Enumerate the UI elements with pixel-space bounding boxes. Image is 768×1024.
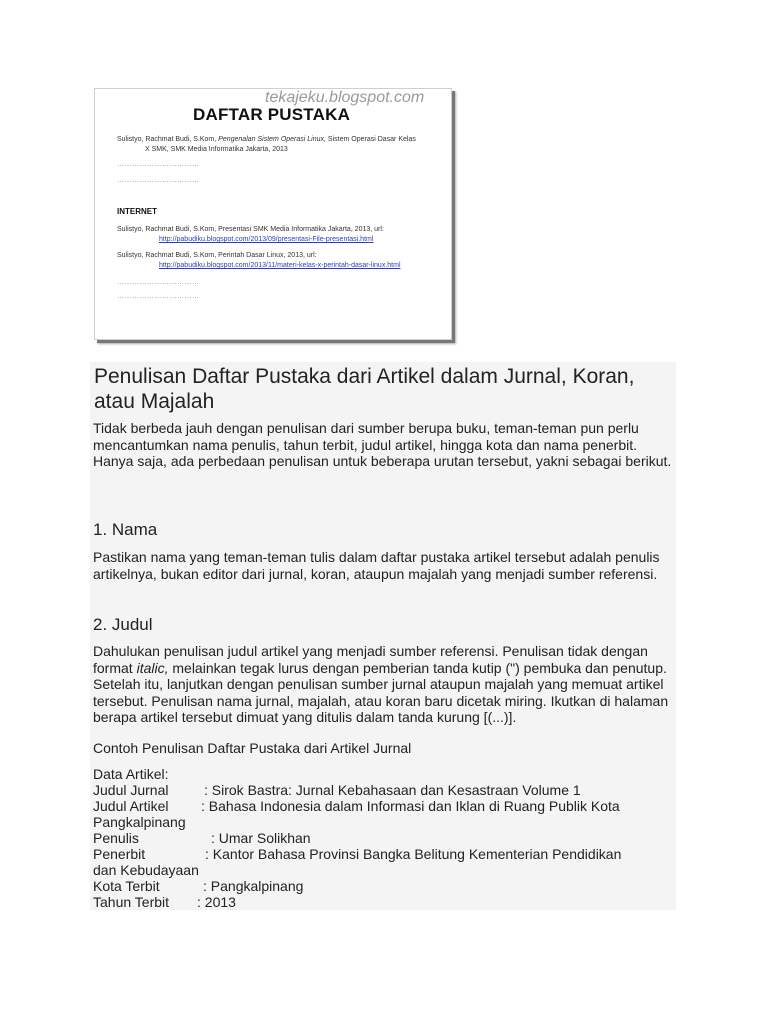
- dots-line: ……………………………: [117, 161, 200, 168]
- reference-3: Sulistyo, Rachmat Budi, S.Kom, Perintah Dasar Linux, 2013, url:: [117, 252, 317, 259]
- field-row: [93, 798, 620, 814]
- field-label: Judul Jurnal: [93, 782, 169, 798]
- watermark: tekajeku.blogspot.com: [265, 89, 425, 106]
- reference-1-line2: X SMK, SMK Media Informatika Jakarta, 2013: [145, 146, 288, 153]
- field-value: : Bahasa Indonesia dalam Informasi dan Iklan di Ruang Publik Kota: [201, 798, 620, 814]
- field-value: : Sirok Bastra: Jurnal Kebahasaan dan Kesastraan Volume 1: [204, 782, 581, 798]
- field-value: : 2013: [197, 894, 236, 910]
- field-label: Kota Terbit: [93, 878, 160, 894]
- field-label: Penerbit: [93, 846, 146, 862]
- field-row: [93, 846, 622, 862]
- field-row: [93, 830, 311, 846]
- field-continuation: dan Kebudayaan: [93, 862, 199, 878]
- article-heading: Penulisan Daftar Pustaka dari Artikel dalam Jurnal, Koran, atau Majalah: [94, 365, 635, 413]
- dots-line: ……………………………: [117, 177, 200, 184]
- reference-2: Sulistyo, Rachmat Budi, S.Kom, Presentasi SMK Media Informatika Jakarta, 2013, url:: [117, 226, 384, 233]
- dots-line: ……………………………: [117, 279, 200, 286]
- daftar-pustaka-screenshot: [94, 88, 452, 340]
- field-row: [93, 878, 304, 894]
- field-continuation: Pangkalpinang: [93, 814, 186, 830]
- field-label: Judul Artikel: [93, 798, 169, 814]
- italic-word: italic,: [136, 659, 169, 676]
- example-heading: Contoh Penulisan Daftar Pustaka dari Artikel Jurnal: [93, 740, 412, 756]
- section-2-heading: 2. Judul: [93, 615, 153, 634]
- intro-paragraph: Tidak berbeda jauh dengan penulisan dari sumber berupa buku, teman-teman pun perlu mencantumkan nama penulis, tahun terbit, judul artikel, hingga kota dan nama penerbit. Hanya saja, ada perbedaan penulisan untuk beberapa urutan tersebut, yakni sebagai berikut.: [93, 420, 672, 469]
- field-value: : Pangkalpinang: [203, 878, 304, 894]
- internet-heading: INTERNET: [117, 207, 157, 216]
- field-row: [93, 894, 236, 910]
- field-value: : Umar Solikhan: [211, 830, 311, 846]
- field-label: Tahun Terbit: [93, 894, 170, 910]
- field-label: Penulis: [93, 830, 139, 846]
- dots-line: ……………………………: [117, 293, 200, 300]
- field-value: : Kantor Bahasa Provinsi Bangka Belitung Kementerian Pendidikan: [205, 846, 622, 862]
- reference-3-url[interactable]: http://pabudiku.blogspot.com/2013/11/materi-kelas-x-perintah-dasar-linux.html: [159, 262, 401, 269]
- reference-1: Sulistyo, Rachmat Budi, S.Kom, Pengenalan Sistem Operasi Linux, Sistem Operasi Dasar Kelas: [117, 136, 416, 143]
- section-1-paragraph: Pastikan nama yang teman-teman tulis dalam daftar pustaka artikel tersebut adalah penulis artikelnya, bukan editor dari jurnal, koran, ataupun majalah yang menjadi sumber referensi.: [93, 549, 660, 582]
- reference-2-url[interactable]: http://pabudiku.blogspot.com/2013/09/presentasi-File-presentasi.html: [159, 236, 374, 243]
- section-1-heading: 1. Nama: [93, 520, 158, 539]
- screenshot-title: DAFTAR PUSTAKA: [193, 105, 351, 124]
- data-heading: Data Artikel:: [93, 766, 169, 782]
- section-2-paragraph: Dahulukan penulisan judul artikel yang menjadi sumber referensi. Penulisan tidak dengan format italic, melainkan tegak lurus dengan pemberian tanda kutip (") pembuka dan penutup. Setelah itu, lanjutkan dengan penulisan sumber jurnal ataupun majalah yang memuat artikel tersebut. Penulisan nama jurnal, majalah, atau koran baru dicetak miring. Ikutkan di halaman berapa artikel tersebut dimuat yang ditulis dalam tanda kurung [(...)].: [93, 643, 669, 725]
- field-row: [93, 782, 581, 798]
